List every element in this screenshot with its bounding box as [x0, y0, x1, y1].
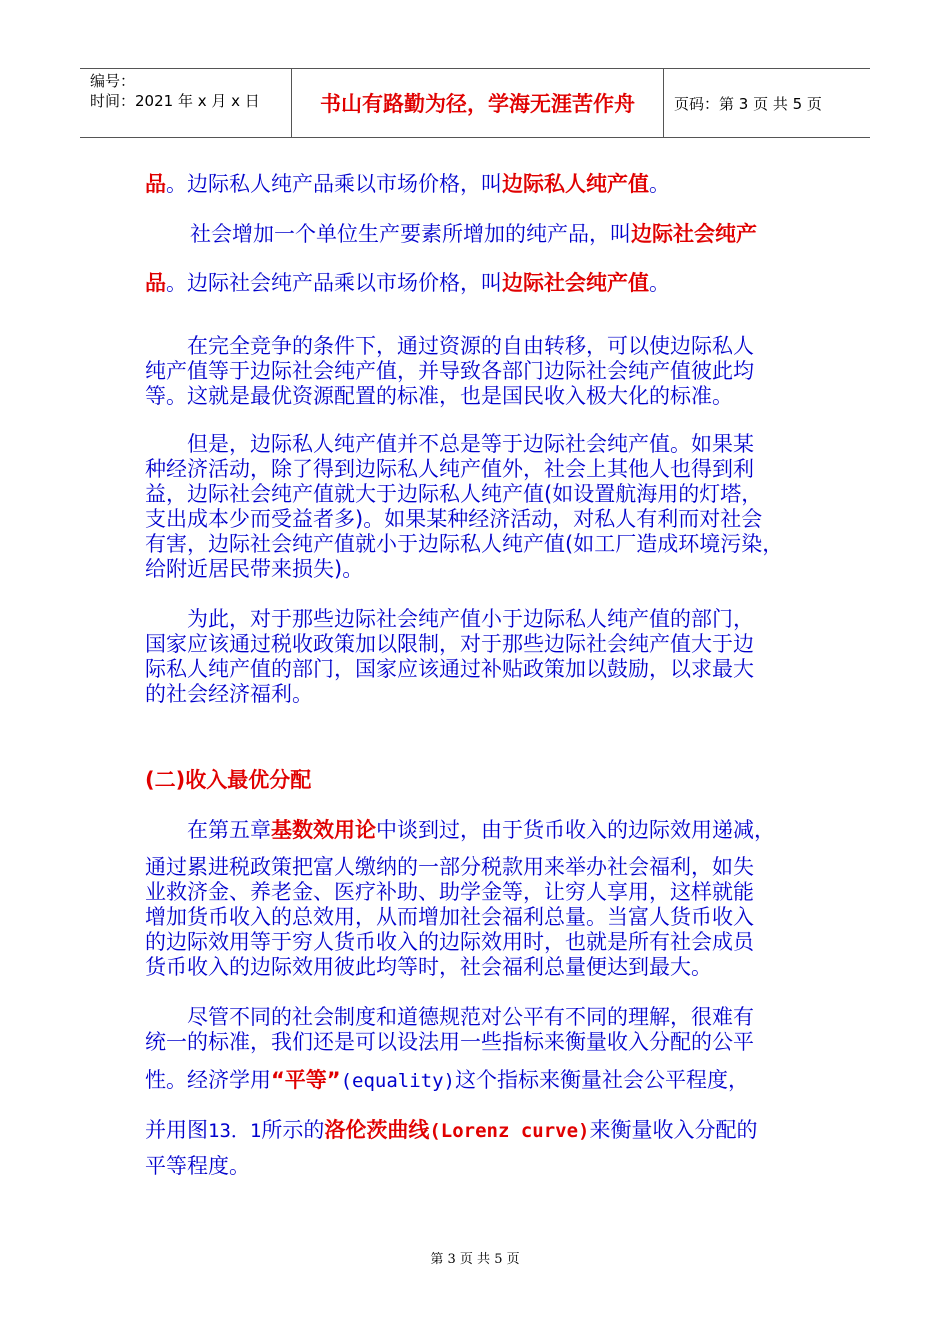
section-title: (二)收入最优分配 — [145, 768, 312, 792]
body-text: 所示的 — [261, 1118, 325, 1142]
paragraph-9 — [145, 1118, 757, 1144]
paragraph-7 — [145, 855, 815, 980]
term-text: 洛伦茨曲线 — [324, 1118, 430, 1142]
page-header — [80, 68, 870, 138]
text-line: 尽管不同的社会制度和道德规范对公平有不同的理解，很难有 — [187, 1005, 754, 1029]
text-line: 国家应该通过税收政策加以限制，对于那些边际社会纯产值大于边 — [145, 632, 754, 656]
term-text: 基数效用论 — [271, 818, 376, 842]
text-line: 为此，对于那些边际社会纯产值小于边际私人纯产值的部门， — [187, 607, 754, 631]
text-line: 但是，边际私人纯产值并不总是等于边际社会纯产值。如果某 — [187, 432, 754, 456]
body-text: 并用图 — [145, 1118, 208, 1142]
paragraph-1 — [145, 172, 670, 197]
paragraph-8 — [145, 1005, 815, 1055]
text-line: 的边际效用等于穷人货币收入的边际效用时，也就是所有社会成员 — [145, 930, 754, 954]
term-text: 品 — [145, 172, 166, 196]
term-text: 品 — [145, 271, 166, 295]
text-line: 增加货币收入的总效用，从而增加社会福利总量。当富人货币收入 — [145, 905, 754, 929]
page-footer: 第 3 页 共 5 页 — [430, 1252, 520, 1267]
paragraph-6 — [145, 607, 815, 707]
paragraph-5 — [145, 432, 815, 582]
body-text: 。 — [649, 172, 670, 196]
body-text: 中谈到过，由于货币收入的边际效用递减， — [376, 818, 775, 842]
header-meta — [80, 69, 292, 137]
term-text: 边际私人纯产值 — [502, 172, 649, 196]
text-line: 货币收入的边际效用彼此均等时，社会福利总量便达到最大。 — [145, 955, 712, 979]
body-text: 这个指标来衡量社会公平程度， — [455, 1068, 749, 1092]
term-text: “平等” — [271, 1068, 341, 1092]
text-line: 有害，边际社会纯产值就小于边际私人纯产值(如工厂造成环境污染， — [145, 532, 784, 556]
header-motto — [292, 69, 664, 137]
text-line: 的社会经济福利。 — [145, 682, 313, 706]
text-line: 益，边际社会纯产值就大于边际私人纯产值(如设置航海用的灯塔， — [145, 482, 763, 506]
time-label: 时间：2021 年 x 月 x 日 — [90, 92, 260, 110]
text-line: 种经济活动，除了得到边际私人纯产值外，社会上其他人也得到利 — [145, 457, 754, 481]
text-line: 给附近居民带来损失)。 — [145, 557, 364, 581]
text-line: 统一的标准，我们还是可以设法用一些指标来衡量收入分配的公平 — [145, 1030, 754, 1054]
body-text: 在第五章 — [187, 818, 271, 842]
figure-ref: 13．1 — [208, 1120, 262, 1142]
text-line: 纯产值等于边际社会纯产值，并导致各部门边际社会纯产值彼此均 — [145, 359, 754, 383]
paragraph-8-last-line — [145, 1068, 749, 1094]
text-line: 在完全竞争的条件下，通过资源的自由转移，可以使边际私人 — [187, 334, 754, 358]
body-text: 社会增加一个单位生产要素所增加的纯产品，叫 — [190, 222, 631, 246]
paragraph-2 — [190, 222, 757, 247]
term-text: 边际社会纯产 — [631, 222, 757, 246]
paragraph-3 — [145, 271, 670, 296]
text-line: 支出成本少而受益者多)。如果某种经济活动，对私人有利而对社会 — [145, 507, 763, 531]
number-label: 编号： — [90, 72, 136, 90]
body-text: 性。经济学用 — [145, 1068, 271, 1092]
text-line: 际私人纯产值的部门，国家应该通过补贴政策加以鼓励，以求最大 — [145, 657, 754, 681]
term-text: 边际社会纯产值 — [502, 271, 649, 295]
text-line: 业救济金、养老金、医疗补助、助学金等，让穷人享用，这样就能 — [145, 880, 754, 904]
text-line: 等。这就是最优资源配置的标准，也是国民收入极大化的标准。 — [145, 384, 733, 408]
paragraph-7-first-line — [187, 818, 775, 843]
motto-text: 书山有路勤为径，学海无涯苦作舟 — [320, 92, 635, 116]
body-text: 。边际社会纯产品乘以市场价格，叫 — [166, 271, 502, 295]
text-line: 通过累进税政策把富人缴纳的一部分税款用来举办社会福利，如失 — [145, 855, 754, 879]
body-text: (equality) — [340, 1070, 455, 1092]
header-page-info — [664, 69, 870, 137]
body-text: 。边际私人纯产品乘以市场价格，叫 — [166, 172, 502, 196]
paragraph-9-last-line: 平等程度。 — [145, 1154, 250, 1178]
page-info-text: 页码：第 3 页 共 5 页 — [674, 94, 822, 113]
body-text: 来衡量收入分配的 — [589, 1118, 758, 1142]
term-text: (Lorenz curve) — [429, 1120, 590, 1142]
paragraph-4 — [145, 334, 815, 409]
body-text: 。 — [649, 271, 670, 295]
